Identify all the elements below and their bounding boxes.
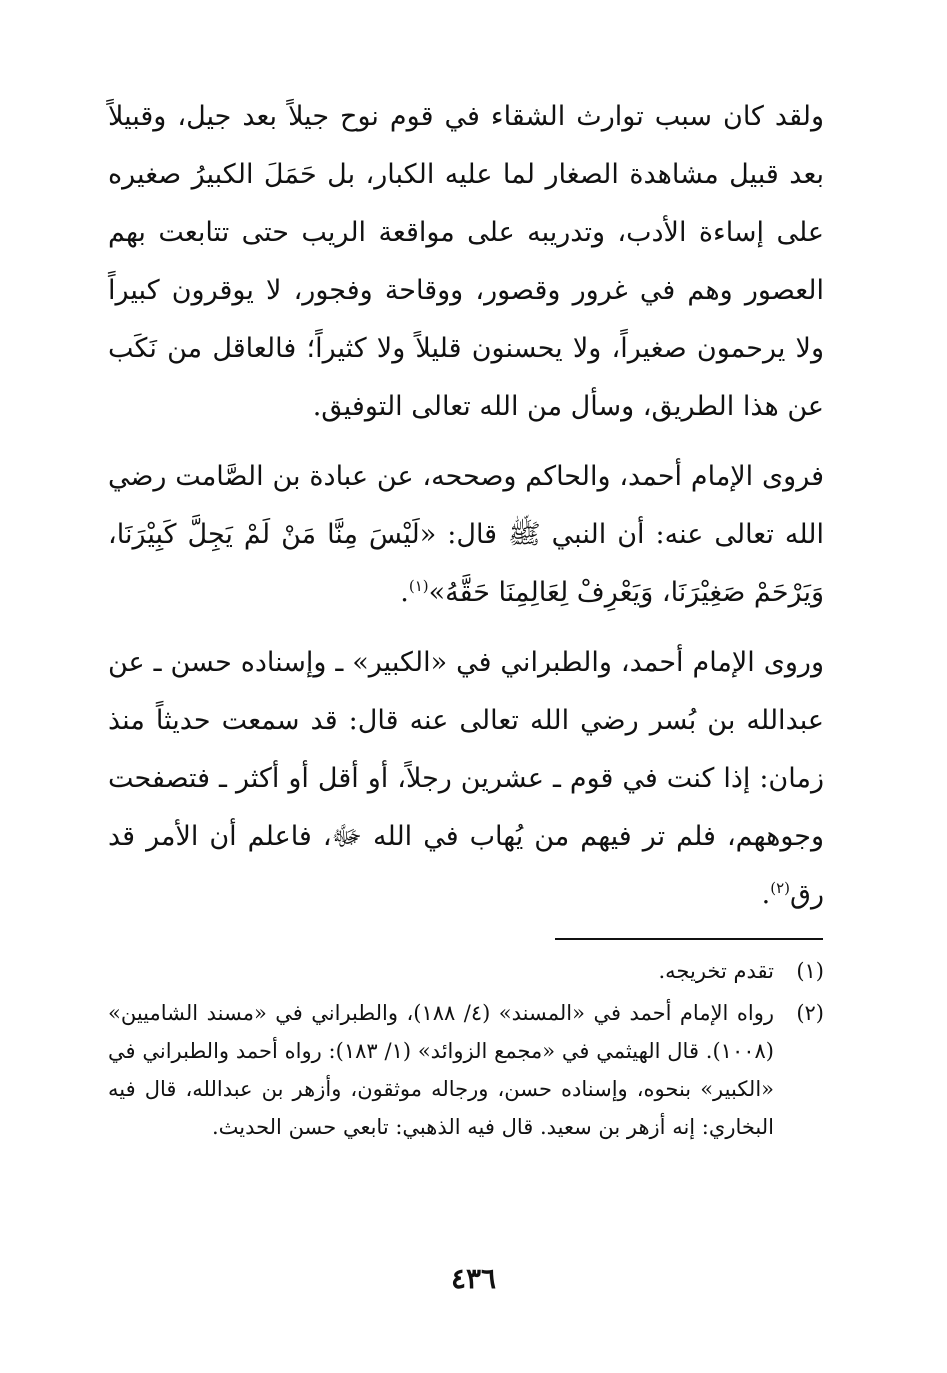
paragraph-1: [108, 88, 824, 436]
footnote-ref-1[interactable]: (١): [408, 577, 429, 595]
footnote-1: [108, 952, 824, 990]
paragraph-3: [108, 634, 824, 924]
footnote-1-text: تقدم تخريجه.: [658, 959, 774, 983]
paragraph-2: [108, 448, 824, 622]
footnote-1-number: (١): [796, 959, 824, 983]
paragraph-2-text: فروى الإمام أحمد، والحاكم وصححه، عن عبادة بن الصَّامت رضي الله تعالى عنه: أن النبي ﷺ قال: «لَيْسَ مِنَّا مَنْ لَمْ يَجِلَّ كَبِيْرَنَا، وَيَرْحَمْ صَغِيْرَنَا، وَيَعْرِفْ لِعَالِمِنَا حَقَّهُ»: [108, 461, 824, 608]
paragraph-3-end: .: [761, 879, 771, 910]
footnote-ref-2[interactable]: (٢): [770, 879, 790, 897]
paragraph-1-text: ولقد كان سبب توارث الشقاء في قوم نوح جيلاً بعد جيل، وقبيلاً بعد قبيل مشاهدة الصغار لما عليه الكبار، بل حَمَلَ الكبيرُ صغيره على إساءة الأدب، وتدريبه على مواقعة الريب حتى تتابعت بهم العصور وهم في غرور وقصور، ووقاحة وفجور، لا يوقرون كبيراً ولا يرحمون صغيراً، ولا يحسنون قليلاً ولا كثيراً؛ فالعاقل من نَكَب عن هذا الطريق، وسأل من الله تعالى التوفيق.: [108, 101, 824, 422]
footnote-divider: [555, 938, 823, 940]
footnotes: [108, 952, 824, 1150]
footnote-2-text: رواه الإمام أحمد في «المسند» (٤/ ١٨٨)، والطبراني في «مسند الشاميين» (١٠٠٨). قال الهيثمي في «مجمع الزوائد» (١/ ١٨٣): رواه أحمد والطبراني في «الكبير» بنحوه، وإسناده حسن، ورجاله موثقون، وأزهر بن عبدالله، قال فيه البخاري: إنه أزهر بن سعيد. قال فيه الذهبي: تابعي حسن الحديث.: [108, 1001, 774, 1139]
footnote-2-number: (٢): [796, 1001, 824, 1025]
footnote-2: [108, 994, 824, 1146]
page-number: ٤٣٦: [450, 1262, 497, 1295]
paragraph-2-end: .: [400, 577, 409, 608]
paragraph-3-text: وروى الإمام أحمد، والطبراني في «الكبير» ـ وإسناده حسن ـ عن عبدالله بن بُسر رضي الله تعالى عنه قال: قد سمعت حديثاً منذ زمان: إذا كنت في قوم ـ عشرين رجلاً، أو أقل أو أكثر ـ فتصفحت وجوههم، فلم تر فيهم من يُهاب في الله ﷻ، فاعلم أن الأمر قد رق: [108, 647, 824, 910]
main-text: [108, 88, 824, 924]
